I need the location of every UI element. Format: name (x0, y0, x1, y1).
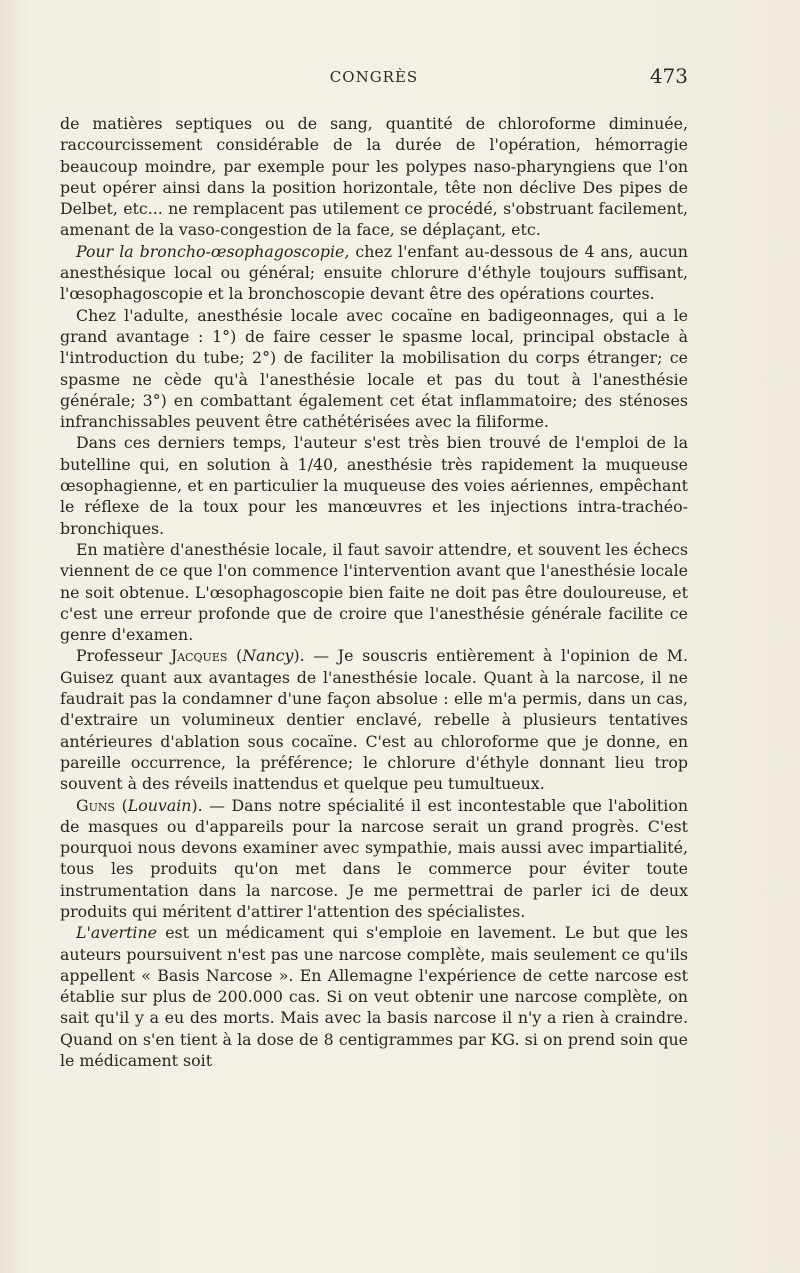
paragraph-text: de matières septiques ou de sang, quantité de chloroforme diminuée, raccourcissement considérable de la durée de l'opération, hémorragie beaucoup moindre, par exemple pour les polypes naso-pharyngiens que l'on peut opérer ainsi dans la position horizontale, tête non déclive Des pipes de Delbet, etc... ne remplacent pas utilement ce procédé, s'obstruant facilement, amenant de la vaso-congestion de la face, se déplaçant, etc. (60, 114, 688, 240)
paragraph-8 (60, 922, 688, 1071)
paragraph-text: chez l'enfant au-dessous de 4 ans, aucun anesthésique local ou général; ensuite chlorure d'éthyle toujours suffisant, l'œsophagoscopie et la bronchoscopie devant être des opérations courtes. (60, 241, 688, 304)
speaker-name: Guns (76, 795, 116, 815)
paragraph-2 (60, 241, 688, 305)
paragraph-text: En matière d'anesthésie locale, il faut savoir attendre, et souvent les échecs viennent de ce que l'on commence l'intervention avant que l'anesthésie locale ne soit obtenue. L'œsophagoscopie bien faite ne doit pas être douloureuse, et c'est une erreur profonde que de croire que l'anesthésie générale facilite ce genre d'examen. (60, 539, 688, 645)
paragraph-lead-italic: Pour la broncho-œsophagoscopie, (76, 241, 350, 261)
speaker-name: Jacques (170, 646, 228, 666)
paragraph-5 (60, 539, 688, 645)
page-number: 473 (649, 64, 688, 88)
paragraph-3 (60, 305, 688, 433)
paragraph-text: Dans ces derniers temps, l'auteur s'est très bien trouvé de l'emploi de la butelline qui, en solution à 1/40, anesthésie très rapidement la muqueuse œsophagienne, et en particulier la muqueuse des voies aériennes, empêchant le réflexe de la toux pour les manœuvres et les injections intra-trachéo-bronchiques. (60, 433, 688, 538)
paragraph-1 (60, 113, 688, 241)
paragraph-lead-italic: L'avertine (76, 923, 157, 943)
paragraph-text: — Je souscris entièrement à l'opinion de M. Guisez quant aux avantages de l'anesthésie locale. Quant à la narcose, il ne faudrait pas la condamner d'une façon absolue : elle m'a permis, dans un cas, d'extraire un volumineux dentier enclavé, rebelle à plusieurs tentatives antérieures d'ablation sous cocaïne. C'est au chloroforme que je donne, en pareille occurrence, la préférence; le chlorure d'éthyle donnant lieu trop souvent à des réveils inattendus et quelque peu tumultueux. (60, 646, 688, 794)
paragraph-6: Professeur Jacques (Nancy). — Je souscris entièrement à l'opinion de M. Guisez quant aux avantages de l'anesthésie locale. Quant à la narcose, il ne faudrait pas la condamner d'une façon absolue : elle m'a permis, dans un cas, d'extraire un volumineux dentier enclavé, rebelle à plusieurs tentatives antérieures d'ablation sous cocaïne. C'est au chloroforme que je donne, en pareille occurrence, la préférence; le chlorure d'éthyle donnant lieu trop souvent à des réveils inattendus et quelque peu tumultueux. (60, 646, 688, 794)
speaker-city: Nancy (242, 646, 294, 666)
body-text (60, 113, 688, 1071)
paragraph-7: Guns (Louvain). — Dans notre spécialité il est incontestable que l'abolition de masques ou d'appareils pour la narcose serait un grand progrès. C'est pourquoi nous devons examiner avec sympathie, mais aussi avec impartialité, tous les produits qu'on met dans le commerce pour éviter toute instrumentation dans la narcose. Je me permettrai de parler ici de deux produits qui méritent d'attirer l'attention des spécialistes. (60, 795, 689, 921)
paragraph-text: . — Dans notre spécialité il est incontestable que l'abolition de masques ou d'appareils pour la narcose serait un grand progrès. C'est pourquoi nous devons examiner avec sympathie, mais aussi avec impartialité, tous les produits qu'on met dans le commerce pour éviter toute instrumentation dans la narcose. Je me permettrai de parler ici de deux produits qui méritent d'attirer l'attention des spécialistes. (60, 795, 689, 921)
paragraph-text: Chez l'adulte, anesthésie locale avec cocaïne en badigeonnages, qui a le grand avantage : 1°) de faire cesser le spasme local, principal obstacle à l'introduction du tube; 2°) de faciliter la mobilisation du corps étranger; ce spasme ne cède qu'à l'anesthésie locale et pas du tout à l'anesthésie générale; 3°) en combattant également cet état inflammatoire; des sténoses infranchissables peuvent être cathétérisées avec la filiforme. (60, 305, 688, 432)
speaker-title: Professeur (76, 646, 171, 666)
running-head: CONGRÈS (329, 68, 419, 86)
paragraph-4 (60, 432, 688, 538)
paragraph-text: est un médicament qui s'emploie en lavement. Le but que les auteurs poursuivent n'est pas une narcose complète, mais seulement ce qu'ils appellent « Basis Narcose ». En Allemagne l'expérience de cette narcose est établie sur plus de 200.000 cas. Si on veut obtenir une narcose complète, on sait qu'il y a eu des morts. Mais avec la basis narcose il n'y a rien à craindre. Quand on s'en tient à la dose de 8 centigrammes par KG. si on prend soin que le médicament soit (60, 923, 688, 1071)
page-header (60, 64, 688, 90)
speaker-city: Louvain (127, 795, 192, 815)
